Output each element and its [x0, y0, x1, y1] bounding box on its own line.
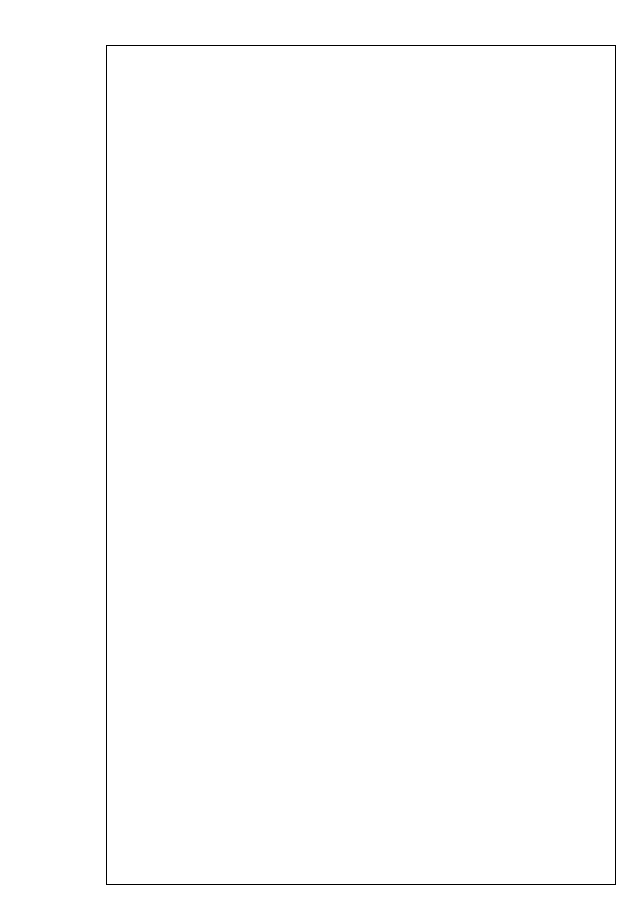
document-page	[106, 45, 616, 885]
financing-table	[106, 45, 616, 885]
